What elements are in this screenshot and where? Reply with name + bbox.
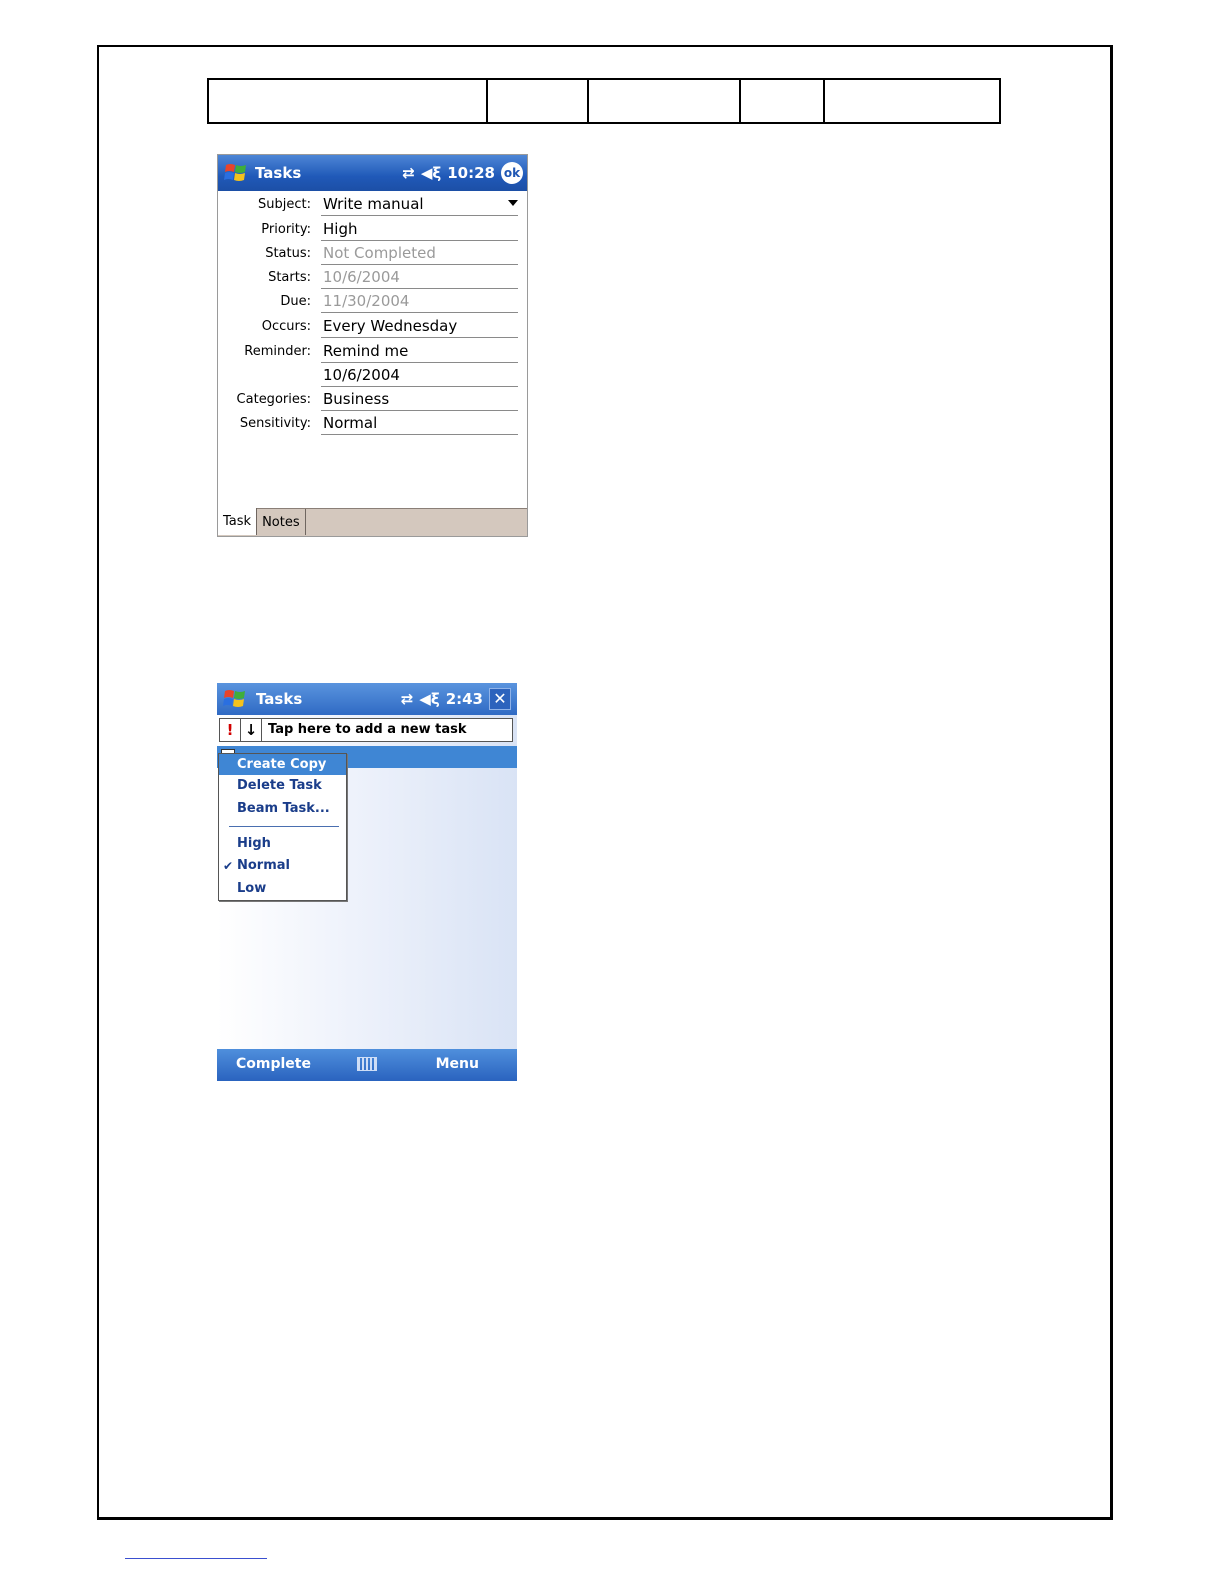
clock[interactable]: 10:28 [447, 164, 495, 182]
sort-order-button[interactable]: ↓ [241, 719, 262, 741]
occurs-field[interactable]: Every Wednesday [321, 315, 518, 338]
close-button[interactable]: ✕ [489, 688, 511, 710]
starts-row [218, 266, 518, 290]
starts-field[interactable]: 10/6/2004 [321, 266, 518, 289]
menu-item-create-copy[interactable]: Create Copy [219, 754, 346, 775]
subject-field[interactable]: Write manual [321, 193, 518, 216]
connectivity-icon[interactable]: ⇄ [402, 163, 415, 182]
checkmark-icon: ✔ [223, 859, 234, 873]
reminder-row [218, 340, 518, 364]
subject-row [218, 193, 518, 217]
sensitivity-field[interactable]: Normal [321, 412, 518, 435]
context-menu [218, 753, 347, 901]
menu-item-priority-normal[interactable]: Normal [237, 858, 290, 873]
add-task-input[interactable]: Tap here to add a new task [268, 722, 467, 737]
reminder-date-row [218, 364, 518, 388]
due-label: Due: [280, 294, 311, 309]
app-title: Tasks [255, 164, 302, 182]
due-field[interactable]: 11/30/2004 [321, 290, 518, 313]
reminder-field[interactable]: Remind me [321, 340, 518, 363]
task-edit-screen [217, 154, 528, 537]
menu-item-beam-task[interactable]: Beam Task... [237, 801, 330, 816]
title-bar [217, 683, 517, 715]
menu-separator [229, 826, 339, 827]
windows-start-icon[interactable] [220, 685, 250, 713]
occurs-label: Occurs: [261, 319, 311, 334]
system-tray [402, 155, 523, 191]
categories-row [218, 388, 518, 412]
status-label: Status: [265, 246, 311, 261]
new-task-bar [219, 718, 513, 742]
keyboard-icon[interactable] [357, 1057, 377, 1071]
header-cell [824, 79, 1000, 123]
complete-softkey[interactable]: Complete [236, 1056, 311, 1072]
priority-sort-button[interactable]: ! [220, 719, 241, 741]
chevron-down-icon[interactable] [508, 200, 518, 206]
header-cell [588, 79, 740, 123]
speaker-muted-icon[interactable]: ◀ξ [419, 690, 440, 708]
menu-item-delete-task[interactable]: Delete Task [237, 778, 322, 793]
title-bar [218, 155, 527, 191]
sensitivity-row [218, 412, 518, 436]
status-field[interactable]: Not Completed [321, 242, 518, 265]
soft-key-bar [217, 1049, 517, 1081]
header-cell [740, 79, 824, 123]
priority-row [218, 218, 518, 242]
header-cell [208, 79, 487, 123]
menu-softkey[interactable]: Menu [435, 1056, 479, 1072]
task-list-screen [217, 683, 517, 1081]
status-row [218, 242, 518, 266]
app-title: Tasks [256, 690, 303, 708]
speaker-muted-icon[interactable]: ◀ξ [420, 163, 442, 182]
categories-label: Categories: [236, 392, 311, 407]
categories-field[interactable]: Business [321, 388, 518, 411]
tab-task[interactable]: Task [218, 508, 257, 535]
priority-field[interactable]: High [321, 218, 518, 241]
reminder-label: Reminder: [244, 344, 311, 359]
menu-item-priority-low[interactable]: Low [237, 881, 267, 896]
footer-link-underline [125, 1558, 267, 1559]
occurs-row [218, 315, 518, 339]
clock[interactable]: 2:43 [445, 690, 483, 708]
windows-start-icon[interactable] [221, 159, 251, 187]
subject-label: Subject: [258, 197, 311, 212]
reminder-date-field[interactable]: 10/6/2004 [321, 364, 518, 387]
system-tray [401, 683, 511, 715]
tab-bar [218, 508, 527, 536]
ok-button[interactable]: ok [501, 162, 523, 184]
due-row [218, 290, 518, 314]
header-table [207, 78, 1001, 124]
menu-item-priority-high[interactable]: High [237, 836, 271, 851]
header-cell [487, 79, 588, 123]
task-form [218, 191, 527, 509]
starts-label: Starts: [268, 270, 311, 285]
connectivity-icon[interactable]: ⇄ [400, 690, 414, 708]
tab-notes[interactable]: Notes [257, 509, 306, 535]
sensitivity-label: Sensitivity: [239, 416, 311, 431]
priority-label: Priority: [261, 222, 311, 237]
